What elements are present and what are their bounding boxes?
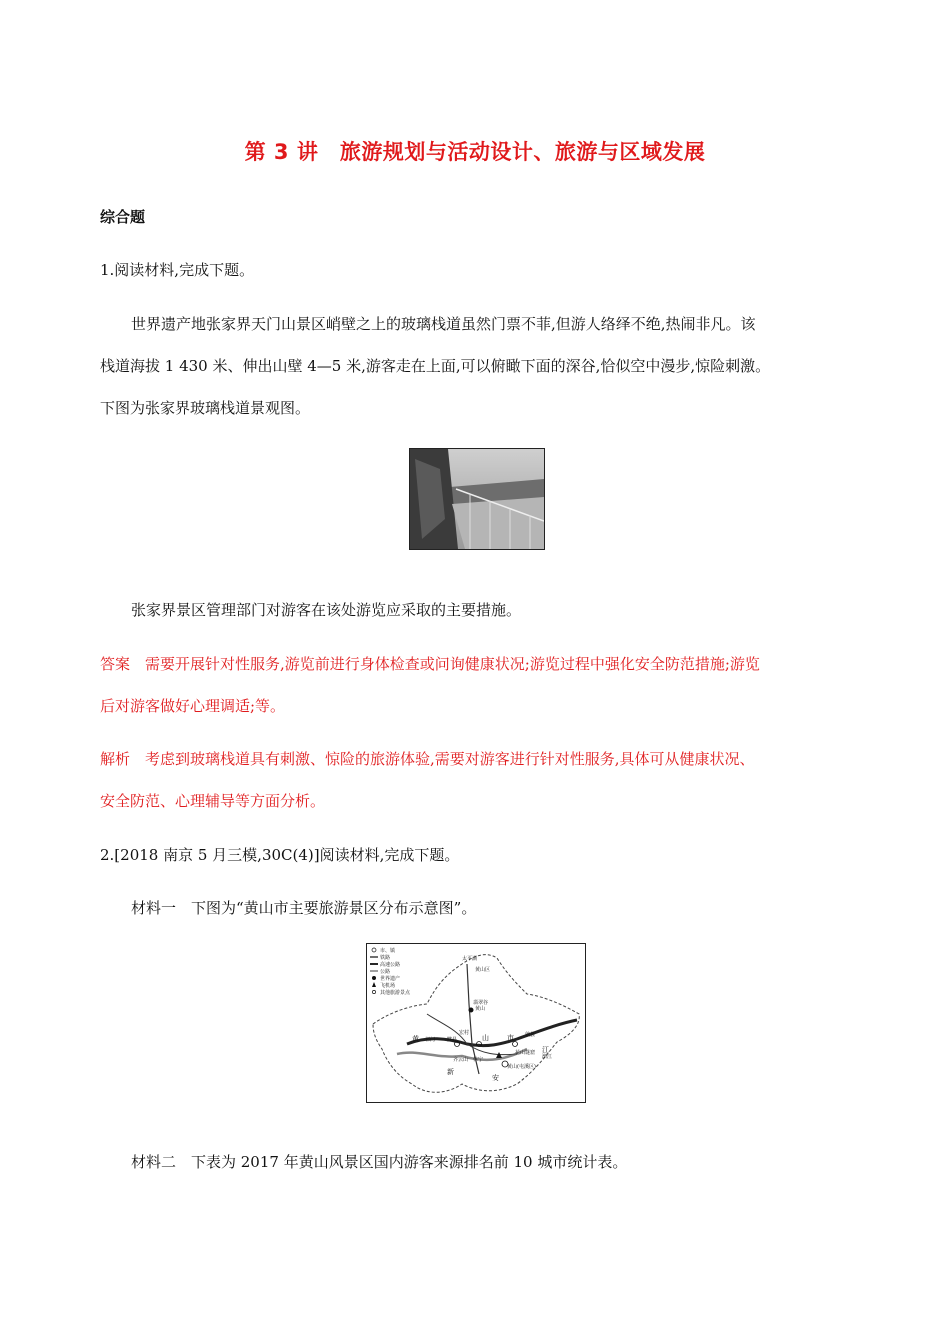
section-heading: 综合题 <box>100 208 146 226</box>
map-label-qimen: 祁门 <box>425 1037 436 1043</box>
q1-stem: 1.阅读材料,完成下题。 <box>100 261 255 279</box>
map-label-huashanmiku: 花山谜窟 <box>515 1050 536 1056</box>
q1-material-line-1: 世界遗产地张家界天门山景区峭壁之上的玻璃栈道虽然门票不菲,但游人络绎不绝,热闹非凡。该 <box>131 315 756 333</box>
q1-answer-line-2: 后对游客做好心理调适;等。 <box>100 697 286 715</box>
q1-analysis-line-2: 安全防范、心理辅导等方面分析。 <box>100 792 326 810</box>
q1-answer-line-1: 答案 需要开展针对性服务,游览前进行身体检查或问询健康状况;游览过程中强化安全防范措施;游览 <box>100 655 760 673</box>
map-legend-1: 铁路 <box>380 955 391 961</box>
map-label-feicuigu: 翡翠谷 <box>473 1000 489 1006</box>
map-legend-4: 世界遗产 <box>380 976 401 982</box>
map-label-jiang: 江 <box>542 1046 549 1054</box>
q1-analysis-line-1: 解析 考虑到玻璃栈道具有刺激、惊险的旅游体验,需要对游客进行针对性服务,具体可从健康状况、 <box>100 750 755 768</box>
map-label-xiuning: 休宁 <box>473 1057 484 1063</box>
map-label-shi: 市 <box>507 1034 514 1042</box>
map-legend-2: 高速公路 <box>380 962 401 968</box>
map-label-huangshanqu: 黄山区 <box>475 967 491 973</box>
q2-stem: 2.[2018 南京 5 月三模,30C(4)]阅读材料,完成下题。 <box>100 846 460 864</box>
q1-material-line-2: 栈道海拔 1 430 米、伸出山壁 4—5 米,游客走在上面,可以俯瞰下面的深谷,恰似空中漫步,惊险刺激。 <box>100 357 771 375</box>
glass-skywalk-photo <box>409 448 545 550</box>
map-legend-0: 市、镇 <box>380 948 396 954</box>
map-label-qiyunshan: 齐云山 <box>453 1057 469 1063</box>
huangshan-tourism-map <box>366 943 586 1103</box>
map-label-taipinghu: 太平湖 <box>462 956 478 962</box>
map-label-shan: 山 <box>482 1034 489 1042</box>
map-label-an: 安 <box>492 1074 499 1082</box>
map-legend-5: 飞机场 <box>380 983 396 989</box>
q1-question: 张家界景区管理部门对游客在该处游览应采取的主要措施。 <box>131 601 522 619</box>
page-title: 第 3 讲 旅游规划与活动设计、旅游与区域发展 <box>244 140 706 164</box>
map-label-yixian: 黟县 <box>447 1037 458 1043</box>
map-legend-3: 公路 <box>380 969 391 975</box>
map-label-tunxi: 黄山(屯溪区) <box>507 1064 536 1070</box>
map-label-huang: 黄 <box>412 1035 419 1043</box>
map-label-shexian: 歙县 <box>525 1032 536 1038</box>
map-legend-6: 其他旅游景点 <box>380 990 411 996</box>
map-label-huangshan: 黄山 <box>475 1006 486 1012</box>
map-label-hongcun: 宏村 <box>459 1030 470 1036</box>
q1-material-line-3: 下图为张家界玻璃栈道景观图。 <box>100 399 311 417</box>
map-label-jianjiang: 渐江 <box>542 1054 553 1060</box>
q2-material-2: 材料二 下表为 2017 年黄山风景区国内游客来源排名前 10 城市统计表。 <box>131 1153 628 1171</box>
q2-material-1: 材料一 下图为“黄山市主要旅游景区分布示意图”。 <box>131 899 477 917</box>
map-label-xin: 新 <box>447 1068 454 1076</box>
